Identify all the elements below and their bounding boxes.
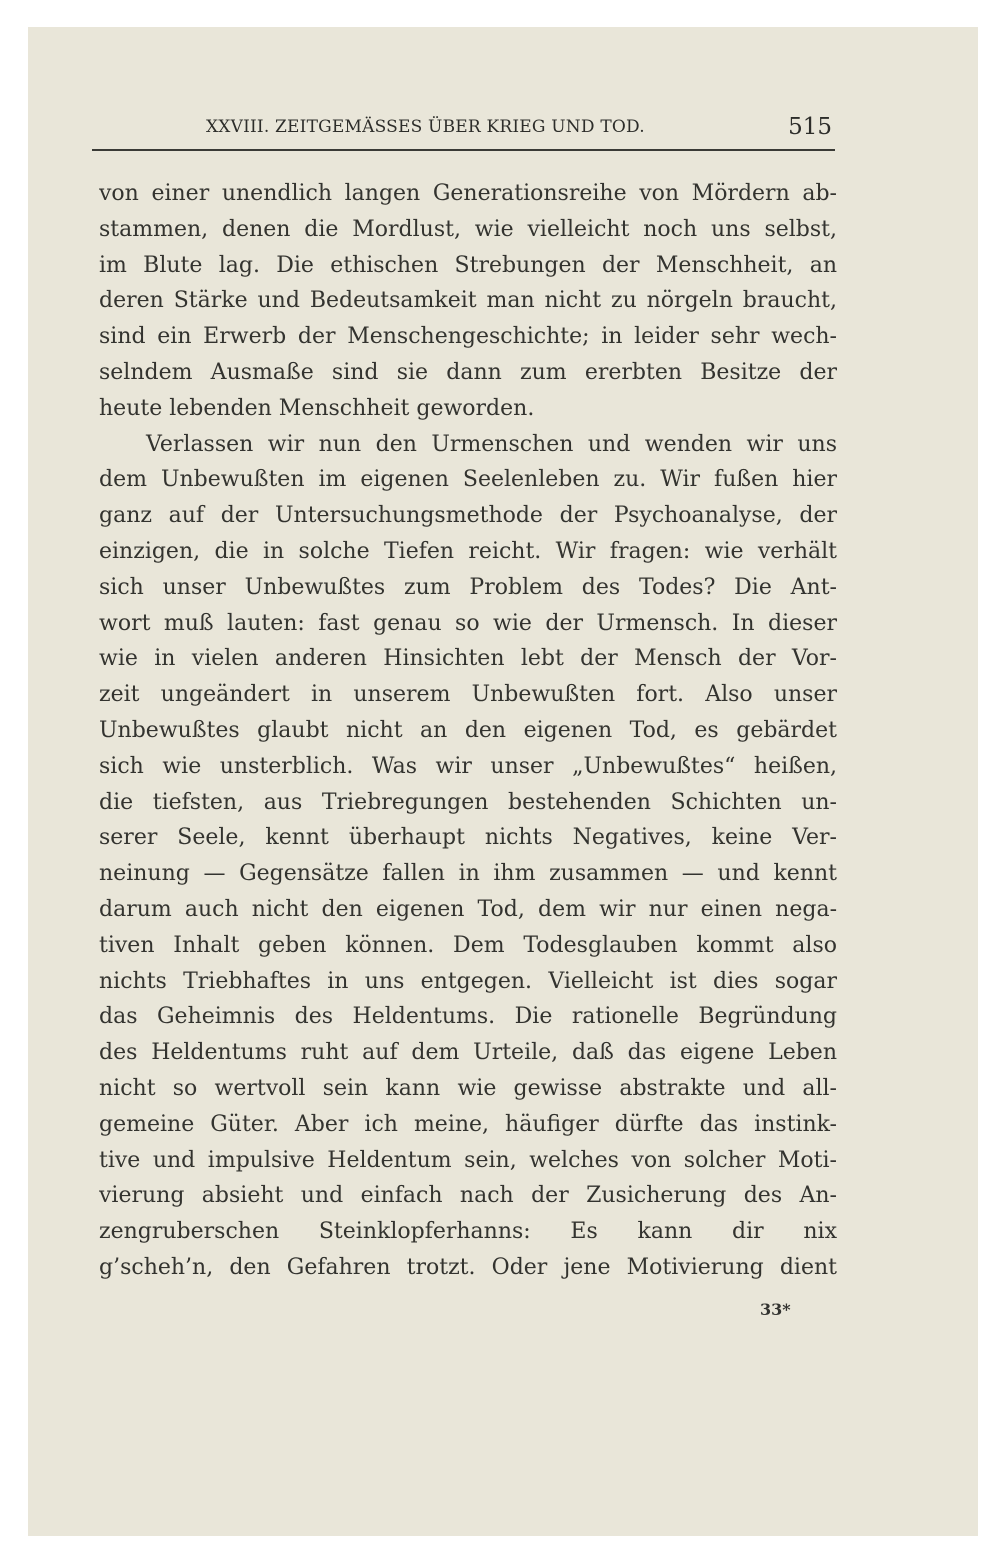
text-line: wort muß lauten: fast genau so wie der Urmensch. In dieser — [99, 610, 837, 636]
text-line: einzigen, die in solche Tiefen reicht. Wir fragen: wie verhält — [99, 538, 837, 564]
signature-mark: 33* — [760, 1300, 791, 1319]
text-line: die tiefsten, aus Triebregungen bestehenden Schichten un- — [99, 789, 837, 815]
page-number: 515 — [788, 114, 832, 140]
text-line: von einer unendlich langen Generationsreihe von Mördern ab- — [99, 181, 837, 206]
text-line: darum auch nicht den eigenen Tod, dem wir nur einen nega- — [99, 896, 837, 922]
text-line: das Geheimnis des Heldentums. Die rationelle Begründung — [99, 1004, 837, 1030]
text-line: im Blute lag. Die ethischen Strebungen der Menschheit, an — [99, 252, 837, 278]
text-line: serer Seele, kennt überhaupt nichts Negatives, keine Ver- — [99, 825, 837, 851]
text-line: sind ein Erwerb der Menschengeschichte; in leider sehr wech- — [99, 324, 837, 350]
text-line: selndem Ausmaße sind sie dann zum ererbten Besitze der — [99, 359, 837, 385]
text-line: stammen, denen die Mordlust, wie vielleicht noch uns selbst, — [99, 216, 837, 242]
text-line: nicht so wertvoll sein kann wie gewisse abstrakte und all- — [99, 1075, 837, 1101]
text-line: wie in vielen anderen Hinsichten lebt der Mensch der Vor- — [99, 646, 837, 672]
text-line: zengruberschen Steinklopferhanns: Es kann dir nix — [99, 1219, 837, 1245]
text-line: gemeine Güter. Aber ich meine, häufiger dürfte das instink- — [99, 1111, 837, 1137]
body-text — [99, 176, 837, 1286]
text-line: tiven Inhalt geben können. Dem Todesglauben kommt also — [99, 932, 837, 958]
page-header — [96, 114, 834, 144]
text-line: nichts Triebhaftes in uns entgegen. Vielleicht ist dies sogar — [99, 968, 837, 994]
text-line: des Heldentums ruht auf dem Urteile, daß das eigene Leben — [99, 1040, 837, 1066]
text-line: deren Stärke und Bedeutsamkeit man nicht zu nörgeln braucht, — [99, 288, 837, 314]
text-line: sich unser Unbewußtes zum Problem des Todes? Die Ant- — [99, 574, 837, 600]
text-line: neinung — Gegensätze fallen in ihm zusammen — und kennt — [99, 861, 837, 887]
header-rule — [92, 149, 835, 151]
text-line: Verlassen wir nun den Urmenschen und wenden wir uns — [146, 431, 837, 457]
text-line: sich wie unsterblich. Was wir unser „Unbewußtes“ heißen, — [99, 753, 837, 779]
running-title: XXVIII. ZEITGEMÄSSES ÜBER KRIEG UND TOD. — [206, 117, 645, 137]
text-line: ganz auf der Untersuchungsmethode der Psychoanalyse, der — [99, 503, 837, 529]
text-line: Unbewußtes glaubt nicht an den eigenen Tod, es gebärdet — [99, 717, 837, 743]
text-line: vierung absieht und einfach nach der Zusicherung des An- — [99, 1183, 837, 1209]
text-line: g’scheh’n, den Gefahren trotzt. Oder jene Motivierung dient — [99, 1254, 837, 1280]
text-line: dem Unbewußten im eigenen Seelenleben zu. Wir fußen hier — [99, 467, 837, 493]
text-line: tive und impulsive Heldentum sein, welches von solcher Moti- — [99, 1147, 837, 1173]
text-line: zeit ungeändert in unserem Unbewußten fort. Also unser — [99, 682, 837, 708]
text-line: heute lebenden Menschheit geworden. — [99, 395, 535, 421]
